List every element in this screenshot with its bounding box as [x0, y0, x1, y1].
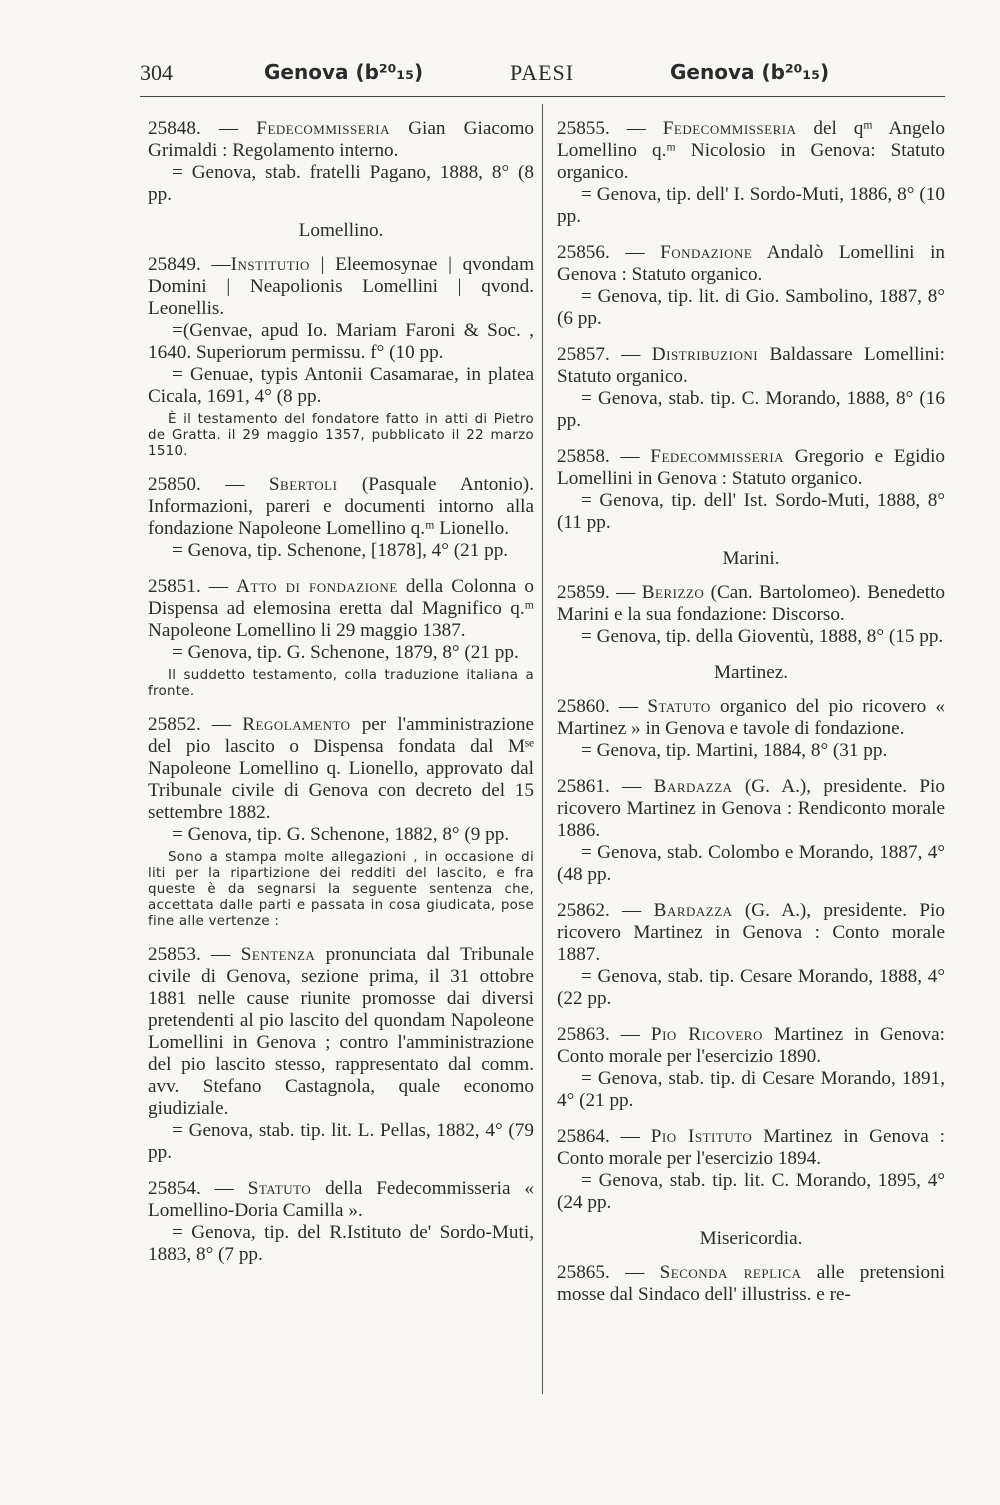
entry-imprint: = Genova, tip. Schenone, [1878], 4° (21 pp.	[172, 540, 509, 561]
entry-number: 25859.	[557, 582, 610, 603]
entry-dash: —	[609, 446, 651, 467]
entry-heading: Statuto	[247, 1178, 312, 1199]
entry-imprint: = Genova, tip. Martini, 1884, 8° (31 pp.	[581, 740, 888, 761]
entry-number: 25856.	[557, 242, 610, 263]
catalog-entry	[557, 1262, 945, 1306]
entry-heading: Fedecommisseria	[256, 118, 391, 139]
header-rule	[140, 96, 945, 97]
entry-number: 25849.	[148, 254, 201, 275]
section-heading: Misericordia.	[699, 1228, 803, 1249]
entry-dash: —	[609, 1262, 660, 1283]
entry-note: Sono a stampa molte allegazioni , in occasione di liti per la ripartizione dei redditi del lascito, e fra queste è da segnarsi la seguente sentenza che, accettata dalle parti e passata in cosa giudicata, pose fine alle vertenze :	[148, 850, 534, 929]
entry-number: 25860.	[557, 696, 610, 717]
entry-title: (Pasquale Antonio). Informazioni, pareri e documenti intorno alla fondazione Napoleone Lomellino q.ᵐ Lionello.	[148, 474, 534, 539]
entry-note: Il suddetto testamento, colla traduzione italiana a fronte.	[148, 668, 534, 699]
entry-heading: Pio Ricovero	[650, 1024, 763, 1045]
entry-heading: Institutio	[230, 254, 310, 275]
entry-number: 25863.	[557, 1024, 610, 1045]
entry-imprint: = Genova, tip. dell' I. Sordo-Muti, 1886, 8° (10 pp.	[557, 184, 945, 227]
entry-dash: —	[609, 582, 642, 603]
entry-dash: —	[609, 118, 663, 139]
section-heading: Martinez.	[713, 662, 789, 683]
entry-title: Gregorio e Egidio Lomellini in Genova : Statuto organico.	[557, 446, 945, 489]
entry-imprint: = Genova, stab. tip. lit. L. Pellas, 1882, 4° (79 pp.	[148, 1120, 534, 1163]
entry-imprint: = Genova, tip. della Gioventù, 1888, 8° (15 pp.	[581, 626, 944, 647]
catalog-entry	[557, 582, 945, 648]
entry-text	[557, 446, 945, 490]
entry-heading: Fondazione	[660, 242, 753, 263]
entry-imprint: = Genova, tip. lit. di Gio. Sambolino, 1887, 8° (6 pp.	[557, 286, 945, 329]
entry-heading: Seconda replica	[659, 1262, 802, 1283]
entry-heading: Sbertoli	[268, 474, 338, 495]
entry-text	[148, 576, 534, 642]
entry-text	[557, 900, 945, 966]
catalog-entry	[148, 474, 534, 562]
entry-number: 25852.	[148, 714, 201, 735]
entry-dash: —	[200, 944, 241, 965]
entry-number: 25848.	[148, 118, 201, 139]
catalog-entry	[557, 242, 945, 330]
entry-title: Martinez in Genova : Conto morale per l'esercizio 1894.	[557, 1126, 946, 1169]
entry-number: 25853.	[148, 944, 201, 965]
entry-imprint: = Genova, stab. tip. lit. C. Morando, 1895, 4° (24 pp.	[557, 1170, 945, 1213]
entry-dash: —	[609, 776, 654, 797]
center-title: PAESI	[510, 60, 575, 85]
column-divider	[542, 104, 543, 1394]
entry-imprint: = Genova, tip. del R.Istituto de' Sordo-Muti, 1883, 8° (7 pp.	[148, 1222, 534, 1265]
catalog-entry	[557, 776, 945, 886]
catalog-entry	[148, 1178, 534, 1266]
entry-imprint: =(Genvae, apud Io. Mariam Faroni & Soc. , 1640. Superiorum permissu. f° (10 pp.	[148, 320, 534, 363]
entry-text	[557, 776, 945, 842]
entry-number: 25855.	[557, 118, 610, 139]
entry-title: | Eleemosynae | qvondam Domini | Neapolionis Lomellini | qvond. Leonellis.	[148, 254, 535, 319]
entry-number: 25861.	[557, 776, 610, 797]
entry-number: 25851.	[148, 576, 201, 597]
entry-imprint: = Genova, tip. G. Schenone, 1882, 8° (9 pp.	[172, 824, 510, 845]
entry-heading: Statuto	[647, 696, 711, 717]
entry-text	[557, 1126, 945, 1170]
entry-number: 25862.	[557, 900, 610, 921]
entry-imprint: = Genova, tip. G. Schenone, 1879, 8° (21 pp.	[172, 642, 519, 663]
entry-title: (G. A.), presidente. Pio ricovero Martinez in Genova : Conto morale 1887.	[557, 900, 945, 965]
entry-title: Martinez in Genova: Conto morale per l'esercizio 1890.	[557, 1024, 946, 1067]
right-column	[557, 118, 945, 1320]
catalog-entry	[557, 446, 945, 534]
entry-text	[148, 1178, 534, 1222]
entry-number: 25857.	[557, 344, 610, 365]
catalog-entry	[557, 1126, 945, 1214]
entry-dash: —	[609, 1024, 651, 1045]
entry-dash: —	[200, 474, 269, 495]
entry-number: 25850.	[148, 474, 201, 495]
catalog-entry	[557, 900, 945, 1010]
entry-dash: —	[609, 344, 652, 365]
right-running-title: Genova (b²⁰₁₅)	[670, 60, 830, 84]
entry-text	[557, 242, 945, 286]
entry-heading: Regolamento	[242, 714, 351, 735]
entry-dash: —	[200, 254, 231, 275]
entry-text	[148, 714, 534, 824]
catalog-entry	[148, 714, 534, 930]
entry-title: (G. A.), presidente. Pio ricovero Martinez in Genova : Rendiconto morale 1886.	[557, 776, 945, 841]
entry-text	[557, 344, 945, 388]
entry-dash: —	[200, 714, 243, 735]
entry-text	[557, 582, 945, 626]
catalog-entry	[148, 118, 534, 206]
entry-dash: —	[200, 576, 237, 597]
catalog-entry	[557, 696, 945, 762]
left-column	[148, 118, 534, 1280]
entry-dash: —	[200, 118, 257, 139]
entry-imprint: = Genova, stab. tip. Cesare Morando, 1888, 4° (22 pp.	[557, 966, 945, 1009]
entry-imprint: = Genuae, typis Antonii Casamarae, in platea Cicala, 1691, 4° (8 pp.	[148, 364, 534, 407]
entry-title: Andalò Lomellini in Genova : Statuto organico.	[557, 242, 945, 285]
catalog-entry	[148, 944, 534, 1164]
entry-dash: —	[609, 696, 648, 717]
entry-text	[557, 696, 945, 740]
entry-heading: Sentenza	[240, 944, 316, 965]
entry-text	[557, 118, 945, 184]
entry-title: (Can. Bartolomeo). Benedetto Marini e la sua fondazione: Discorso.	[557, 582, 945, 625]
left-running-title: Genova (b²⁰₁₅)	[264, 60, 424, 84]
entry-heading: Bardazza	[653, 900, 733, 921]
section-heading: Lomellino.	[298, 220, 384, 241]
entry-dash: —	[200, 1178, 248, 1199]
catalog-entry	[557, 1024, 945, 1112]
section-heading: Marini.	[722, 548, 780, 569]
entry-title: della Fedecommisseria « Lomellino-Doria Camilla ».	[148, 1178, 534, 1221]
entry-imprint: = Genova, stab. tip. di Cesare Morando, 1891, 4° (21 pp.	[557, 1068, 945, 1111]
page-number: 304	[140, 60, 173, 85]
entry-title: pronunciata dal Tribunale civile di Genova, sezione prima, il 31 ottobre 1881 nelle cause riunite promosse dai diversi pretendenti al pio lascito del quondam Napoleone Lomellini in Genova ; contro l'amministrazione del pio lascito stesso, rappresentato dal comm. avv. Stefano Castagnola, quale economo giudiziale.	[148, 944, 535, 1119]
entry-number: 25858.	[557, 446, 610, 467]
entry-number: 25854.	[148, 1178, 201, 1199]
entry-heading: Berizzo	[641, 582, 705, 603]
entry-title: alle pretensioni mosse dal Sindaco dell' illustriss. e re-	[557, 1262, 946, 1305]
entry-title: per l'amministrazione del pio lascito o Dispensa fondata dal Mˢᵉ Napoleone Lomellino q. Lionello, approvato dal Tribunale civile di Genova con decreto del 15 settembre 1882.	[148, 714, 534, 823]
entry-imprint: = Genova, tip. dell' Ist. Sordo-Muti, 1888, 8° (11 pp.	[557, 490, 945, 533]
entry-dash: —	[609, 1126, 651, 1147]
entry-title: organico del pio ricovero « Martinez » in Genova e tavole di fondazione.	[557, 696, 946, 739]
entry-heading: Distribuzioni	[651, 344, 759, 365]
entry-heading: Fedecommisseria	[650, 446, 785, 467]
entry-heading: Bardazza	[653, 776, 733, 797]
catalog-entry	[557, 118, 945, 228]
entry-imprint: = Genova, stab. tip. C. Morando, 1888, 8° (16 pp.	[557, 388, 945, 431]
entry-imprint: = Genova, stab. fratelli Pagano, 1888, 8° (8 pp.	[148, 162, 534, 205]
entry-title: del qᵐ Angelo Lomellino q.ᵐ Nicolosio in Genova: Statuto organico.	[557, 118, 945, 183]
entry-imprint: = Genova, stab. Colombo e Morando, 1887, 4° (48 pp.	[557, 842, 945, 885]
entry-number: 25865.	[557, 1262, 610, 1283]
entry-heading: Pio Istituto	[650, 1126, 753, 1147]
entry-title: Baldassare Lomellini: Statuto organico.	[557, 344, 945, 387]
entry-text	[148, 474, 534, 540]
entry-note: È il testamento del fondatore fatto in atti di Pietro de Gratta. il 29 maggio 1357, pubblicato il 22 marzo 1510.	[148, 412, 534, 459]
entry-text	[148, 944, 534, 1120]
catalog-entry	[557, 344, 945, 432]
entry-text	[148, 254, 534, 320]
entry-text	[557, 1262, 945, 1306]
entry-dash: —	[609, 900, 654, 921]
catalog-entry	[148, 576, 534, 700]
entry-text	[557, 1024, 945, 1068]
catalog-entry	[148, 254, 534, 460]
entry-title: della Colonna o Dispensa ad elemosina eretta dal Magnifico q.ᵐ Napoleone Lomellino li 29 maggio 1387.	[148, 576, 534, 641]
entry-number: 25864.	[557, 1126, 610, 1147]
entry-text	[148, 118, 534, 162]
entry-heading: Fedecommisseria	[662, 118, 797, 139]
entry-dash: —	[609, 242, 661, 263]
entry-heading: Atto di fondazione	[236, 576, 398, 597]
page-header	[140, 52, 940, 92]
entry-title: Gian Giacomo Grimaldi : Regolamento interno.	[148, 118, 534, 161]
